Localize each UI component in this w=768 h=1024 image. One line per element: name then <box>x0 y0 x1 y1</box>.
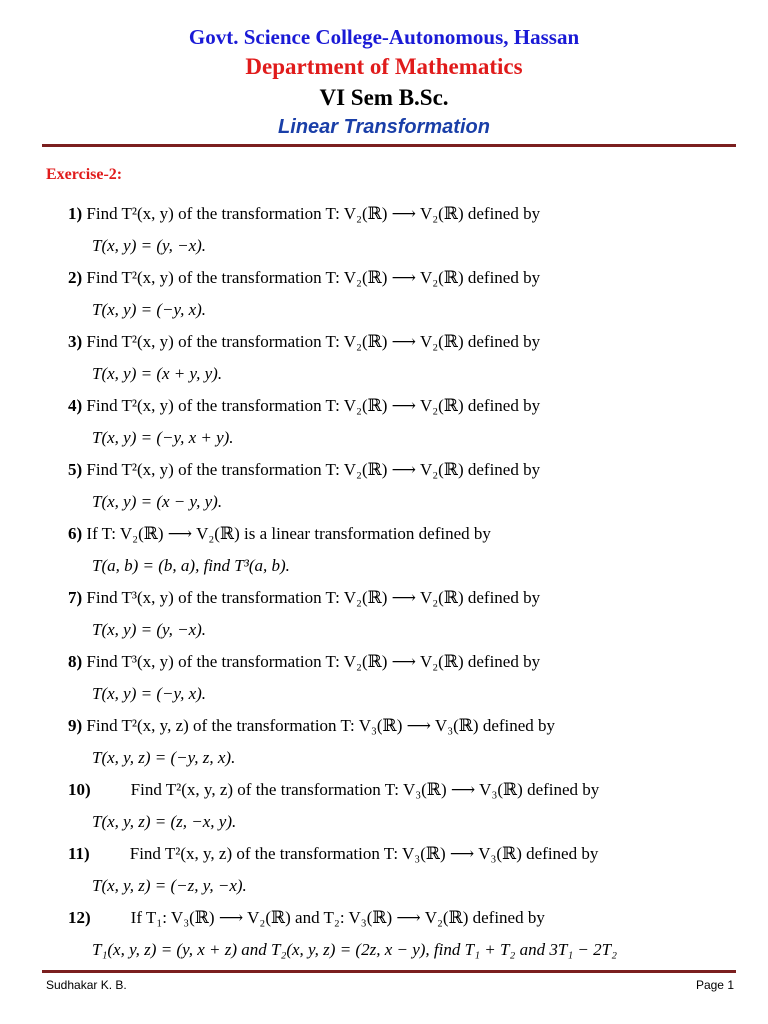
question-formula: T(x, y) = (x + y, y). <box>92 364 223 383</box>
question-formula: T(x, y) = (−y, x + y). <box>92 428 234 447</box>
question-text: Find T²(x, y) of the transformation T: V₂(ℝ) ⟶ V₂(ℝ) defined by <box>86 460 541 479</box>
question-5 <box>68 459 540 481</box>
question-12 <box>68 907 545 929</box>
question-number: 8) <box>68 652 83 671</box>
question-formula: T(x, y, z) = (−z, y, −x). <box>92 876 247 895</box>
question-7 <box>68 587 540 609</box>
question-formula: T(x, y) = (−y, x). <box>92 684 207 703</box>
question-formula: T(a, b) = (b, a), find T³(a, b). <box>92 556 290 575</box>
question-number: 9) <box>68 716 83 735</box>
question-number: 12) <box>68 908 91 927</box>
question-6 <box>68 523 491 545</box>
question-formula: T(x, y, z) = (−y, z, x). <box>92 748 236 767</box>
topic-title: Linear Transformation <box>278 116 490 138</box>
question-number: 11) <box>68 844 90 863</box>
document-header <box>0 22 768 140</box>
question-text: Find T³(x, y) of the transformation T: V₂(ℝ) ⟶ V₂(ℝ) defined by <box>86 652 541 671</box>
question-3 <box>68 331 540 353</box>
question-10 <box>68 779 599 801</box>
question-number: 2) <box>68 268 83 287</box>
question-number: 7) <box>68 588 83 607</box>
question-number: 1) <box>68 204 83 223</box>
question-2 <box>68 267 540 289</box>
question-9 <box>68 715 555 737</box>
question-text: Find T²(x, y, z) of the transformation T: V₃(ℝ) ⟶ V₃(ℝ) defined by <box>130 780 600 799</box>
question-4 <box>68 395 540 417</box>
exercise-title: Exercise-2: <box>46 166 123 183</box>
question-formula: T(x, y) = (x − y, y). <box>92 492 223 511</box>
question-11 <box>68 843 598 865</box>
question-number: 6) <box>68 524 83 543</box>
question-text: If T: V₂(ℝ) ⟶ V₂(ℝ) is a linear transformation defined by <box>86 524 491 543</box>
question-text: Find T³(x, y) of the transformation T: V₂(ℝ) ⟶ V₂(ℝ) defined by <box>86 588 541 607</box>
question-text: Find T²(x, y) of the transformation T: V₂(ℝ) ⟶ V₂(ℝ) defined by <box>86 332 541 351</box>
footer-divider <box>42 970 736 973</box>
question-text: If T₁: V₃(ℝ) ⟶ V₂(ℝ) and T₂: V₃(ℝ) ⟶ V₂(ℝ) defined by <box>130 908 545 927</box>
college-name: Govt. Science College-Autonomous, Hassan <box>188 25 580 49</box>
question-formula: T(x, y) = (−y, x). <box>92 300 207 319</box>
question-8 <box>68 651 540 673</box>
question-number: 5) <box>68 460 83 479</box>
question-text: Find T²(x, y, z) of the transformation T: V₃(ℝ) ⟶ V₃(ℝ) defined by <box>86 716 556 735</box>
question-text: Find T²(x, y) of the transformation T: V₂(ℝ) ⟶ V₂(ℝ) defined by <box>86 204 541 223</box>
question-text: Find T²(x, y) of the transformation T: V₂(ℝ) ⟶ V₂(ℝ) defined by <box>86 268 541 287</box>
question-1 <box>68 203 540 225</box>
question-number: 4) <box>68 396 83 415</box>
question-text: Find T²(x, y, z) of the transformation T: V₃(ℝ) ⟶ V₃(ℝ) defined by <box>129 844 599 863</box>
question-number: 10) <box>68 780 91 799</box>
question-formula: T₁(x, y, z) = (y, x + z) and T₂(x, y, z) = (2z, x − y), find T₁ + T₂ and 3T₁ − 2T₂ <box>92 940 618 959</box>
semester-label: VI Sem B.Sc. <box>319 85 449 110</box>
question-formula: T(x, y) = (y, −x). <box>92 620 207 639</box>
question-formula: T(x, y, z) = (z, −x, y). <box>92 812 237 831</box>
header-divider <box>42 144 736 147</box>
question-number: 3) <box>68 332 83 351</box>
footer-author: Sudhakar K. B. <box>46 978 127 992</box>
department-name: Department of Mathematics <box>245 54 523 79</box>
question-text: Find T²(x, y) of the transformation T: V₂(ℝ) ⟶ V₂(ℝ) defined by <box>86 396 541 415</box>
footer-page-number: Page 1 <box>695 978 734 992</box>
question-formula: T(x, y) = (y, −x). <box>92 236 207 255</box>
